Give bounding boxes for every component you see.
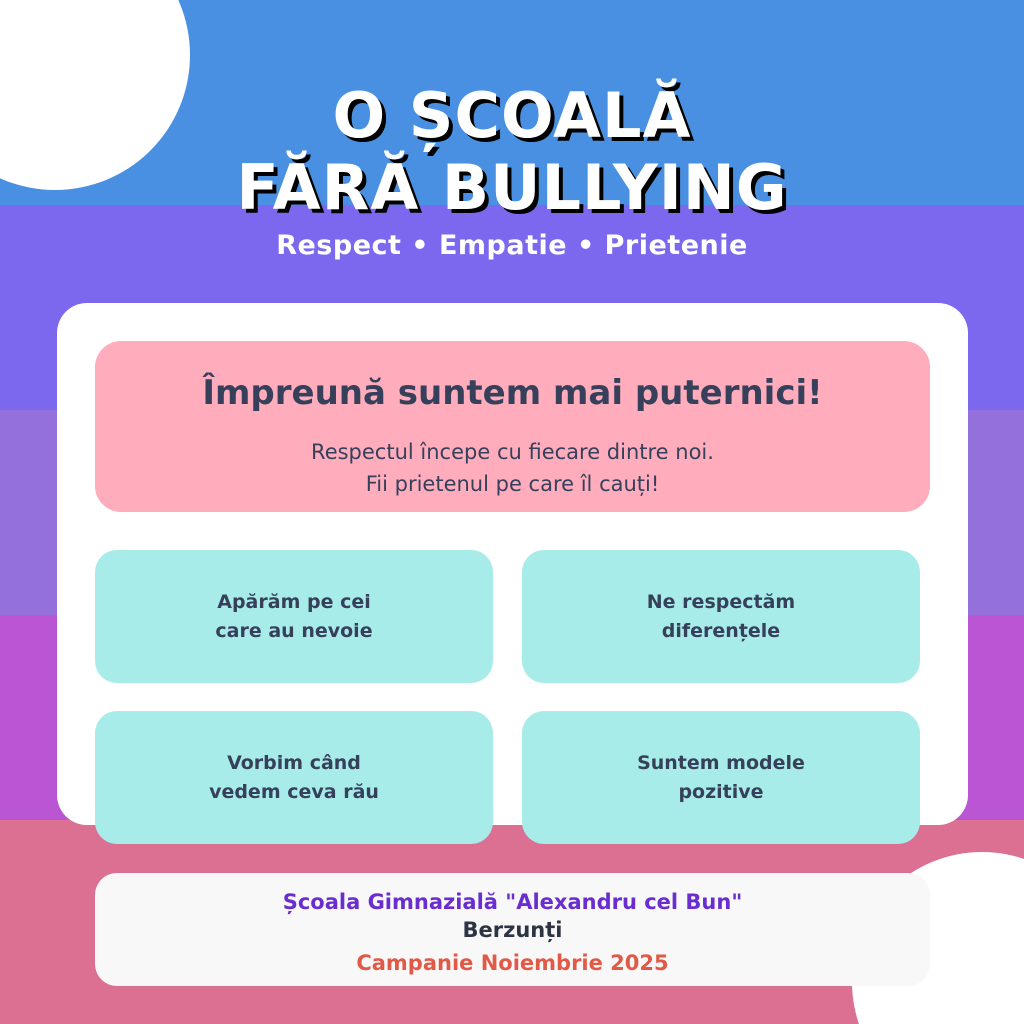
hero-text-line-1: Respectul începe cu fiecare dintre noi. [311, 440, 714, 464]
poster-title-line-2: FĂRĂ BULLYING [236, 151, 788, 224]
value-card-line-1: Vorbim când [227, 751, 361, 774]
hero-text-line-2: Fii prietenul pe care îl cauți! [365, 472, 660, 496]
footer-box [95, 873, 930, 986]
value-card-line-2: diferențele [661, 619, 781, 642]
campaign-label: Campanie Noiembrie 2025 [356, 951, 669, 975]
hero-message-box [95, 341, 930, 512]
value-card-line-2: pozitive [678, 780, 764, 803]
value-card-line-2: care au nevoie [215, 619, 373, 642]
hero-title: Împreună suntem mai puternici! [202, 373, 823, 413]
value-card-line-2: vedem ceva rău [209, 780, 379, 803]
value-card-defend [95, 550, 493, 683]
school-name: Școala Gimnazială "Alexandru cel Bun" [282, 890, 743, 914]
value-card-role-models [522, 711, 920, 844]
poster-tagline: Respect • Empatie • Prietenie [276, 230, 748, 261]
value-card-line-1: Ne respectăm [646, 590, 796, 613]
value-card-line-1: Apărăm pe cei [217, 590, 371, 613]
school-location: Berzunți [462, 918, 563, 942]
value-card-line-1: Suntem modele [637, 751, 805, 774]
value-card-respect [522, 550, 920, 683]
value-card-speak-up [95, 711, 493, 844]
poster-title-line-1: O ȘCOALĂ [332, 79, 692, 152]
